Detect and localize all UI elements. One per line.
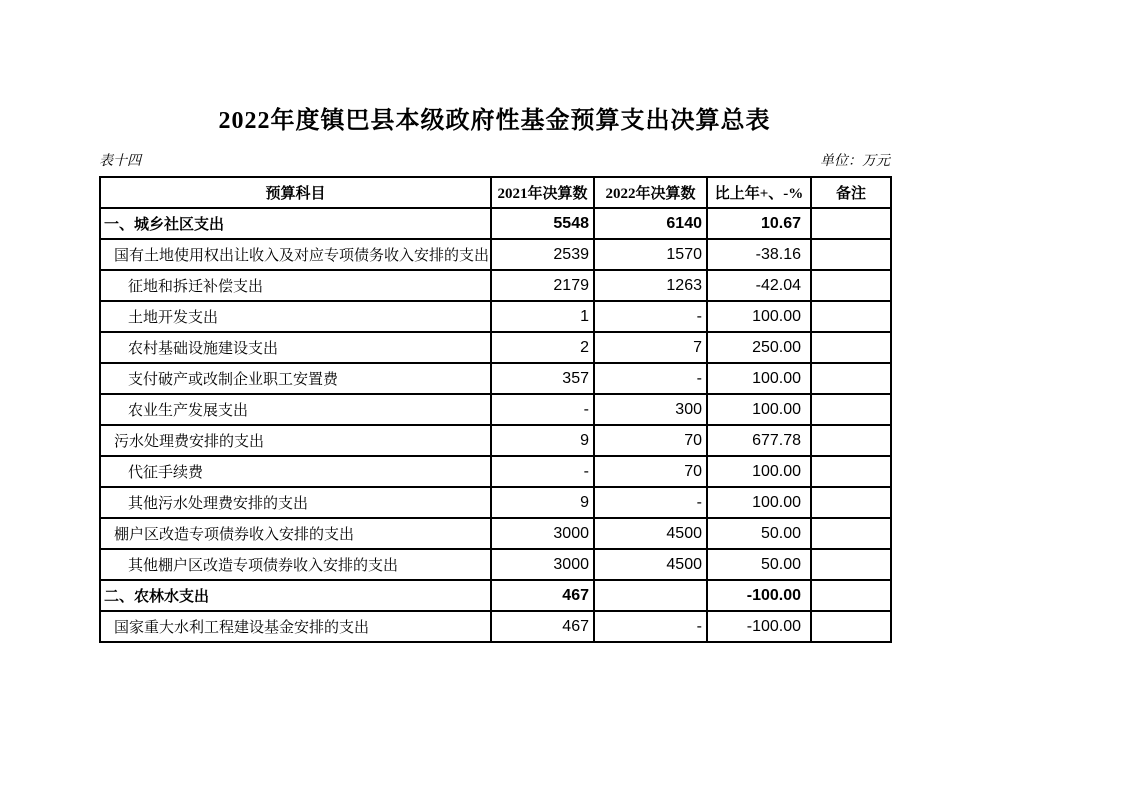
value-2022-cell: 300 — [594, 394, 707, 425]
header-2022-final: 2022年决算数 — [594, 177, 707, 208]
meta-row — [99, 150, 890, 170]
subject-cell: 支付破产或改制企业职工安置费 — [100, 363, 491, 394]
value-2021-cell: - — [491, 394, 594, 425]
pct-change-cell: -100.00 — [707, 611, 811, 642]
value-2022-cell: 6140 — [594, 208, 707, 239]
note-cell — [811, 487, 891, 518]
note-cell — [811, 332, 891, 363]
subject-cell: 其他棚户区改造专项债券收入安排的支出 — [100, 549, 491, 580]
table-row — [100, 239, 891, 270]
pct-change-cell: 100.00 — [707, 301, 811, 332]
subject-cell: 棚户区改造专项债券收入安排的支出 — [100, 518, 491, 549]
value-2022-cell — [594, 580, 707, 611]
table-row — [100, 208, 891, 239]
value-2021-cell: 467 — [491, 611, 594, 642]
table-number-label: 表十四 — [99, 154, 141, 169]
note-cell — [811, 394, 891, 425]
table-row — [100, 270, 891, 301]
note-cell — [811, 580, 891, 611]
pct-change-cell: -38.16 — [707, 239, 811, 270]
subject-cell: 二、农林水支出 — [100, 580, 491, 611]
value-2021-cell: 2539 — [491, 239, 594, 270]
value-2021-cell: 5548 — [491, 208, 594, 239]
pct-change-cell: 100.00 — [707, 363, 811, 394]
note-cell — [811, 270, 891, 301]
pct-change-cell: -100.00 — [707, 580, 811, 611]
pct-change-cell: 100.00 — [707, 456, 811, 487]
value-2022-cell: 70 — [594, 456, 707, 487]
subject-cell: 污水处理费安排的支出 — [100, 425, 491, 456]
value-2022-cell: - — [594, 363, 707, 394]
table-row — [100, 425, 891, 456]
value-2021-cell: 2 — [491, 332, 594, 363]
pct-change-cell: 100.00 — [707, 487, 811, 518]
table-row — [100, 549, 891, 580]
subject-cell: 农村基础设施建设支出 — [100, 332, 491, 363]
table-row — [100, 518, 891, 549]
subject-cell: 征地和拆迁补偿支出 — [100, 270, 491, 301]
pct-change-cell: -42.04 — [707, 270, 811, 301]
value-2022-cell: 1263 — [594, 270, 707, 301]
table-row — [100, 363, 891, 394]
note-cell — [811, 208, 891, 239]
pct-change-cell: 100.00 — [707, 394, 811, 425]
pct-change-cell: 677.78 — [707, 425, 811, 456]
subject-cell: 国有土地使用权出让收入及对应专项债务收入安排的支出 — [100, 239, 491, 270]
table-row — [100, 301, 891, 332]
value-2022-cell: 70 — [594, 425, 707, 456]
note-cell — [811, 518, 891, 549]
value-2021-cell: 357 — [491, 363, 594, 394]
value-2021-cell: 467 — [491, 580, 594, 611]
note-cell — [811, 363, 891, 394]
table-body — [100, 208, 891, 642]
value-2021-cell: 2179 — [491, 270, 594, 301]
table-row — [100, 487, 891, 518]
note-cell — [811, 611, 891, 642]
value-2022-cell: - — [594, 487, 707, 518]
subject-cell: 一、城乡社区支出 — [100, 208, 491, 239]
table-row — [100, 580, 891, 611]
value-2021-cell: - — [491, 456, 594, 487]
pct-change-cell: 50.00 — [707, 518, 811, 549]
budget-table — [99, 176, 892, 643]
table-row — [100, 332, 891, 363]
value-2022-cell: 4500 — [594, 549, 707, 580]
value-2021-cell: 1 — [491, 301, 594, 332]
subject-cell: 代征手续费 — [100, 456, 491, 487]
note-cell — [811, 456, 891, 487]
note-cell — [811, 301, 891, 332]
table-row — [100, 611, 891, 642]
value-2022-cell: 1570 — [594, 239, 707, 270]
subject-cell: 土地开发支出 — [100, 301, 491, 332]
header-notes: 备注 — [811, 177, 891, 208]
value-2021-cell: 3000 — [491, 518, 594, 549]
table-row — [100, 394, 891, 425]
value-2022-cell: - — [594, 611, 707, 642]
note-cell — [811, 239, 891, 270]
pct-change-cell: 10.67 — [707, 208, 811, 239]
value-2022-cell: 4500 — [594, 518, 707, 549]
value-2022-cell: - — [594, 301, 707, 332]
note-cell — [811, 549, 891, 580]
subject-cell: 国家重大水利工程建设基金安排的支出 — [100, 611, 491, 642]
header-subject: 预算科目 — [100, 177, 491, 208]
header-2021-final: 2021年决算数 — [491, 177, 594, 208]
note-cell — [811, 425, 891, 456]
table-row — [100, 456, 891, 487]
value-2022-cell: 7 — [594, 332, 707, 363]
pct-change-cell: 50.00 — [707, 549, 811, 580]
value-2021-cell: 9 — [491, 425, 594, 456]
pct-change-cell: 250.00 — [707, 332, 811, 363]
subject-cell: 农业生产发展支出 — [100, 394, 491, 425]
subject-cell: 其他污水处理费安排的支出 — [100, 487, 491, 518]
header-row — [100, 177, 891, 208]
header-pct-change: 比上年+、-% — [707, 177, 811, 208]
page-title: 2022年度镇巴县本级政府性基金预算支出决算总表 — [218, 108, 771, 134]
value-2021-cell: 9 — [491, 487, 594, 518]
unit-label: 单位：万元 — [820, 154, 890, 169]
value-2021-cell: 3000 — [491, 549, 594, 580]
